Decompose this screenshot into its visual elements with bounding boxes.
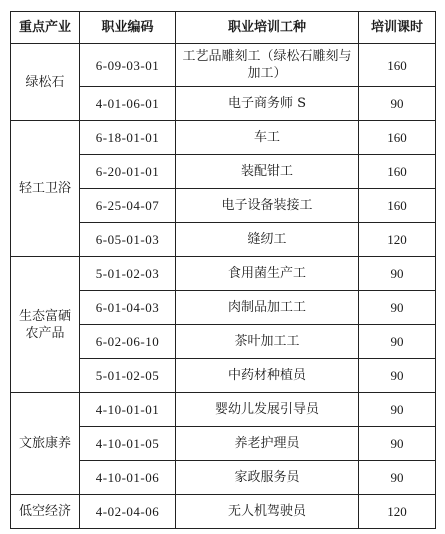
table-row [11,257,436,291]
occupation-cell: 茶叶加工工 [176,325,359,359]
hours-cell: 160 [359,155,436,189]
hours-cell: 120 [359,223,436,257]
code-cell: 6-25-04-07 [80,189,176,223]
occupation-cell: 家政服务员 [176,461,359,495]
code-cell: 5-01-02-05 [80,359,176,393]
code-cell: 4-01-06-01 [80,87,176,121]
hours-cell: 90 [359,87,436,121]
table-row [11,44,436,87]
occupation-cell: 食用菌生产工 [176,257,359,291]
code-cell: 6-05-01-03 [80,223,176,257]
industry-cell: 生态富硒农产品 [11,257,80,393]
occupation-cell: 车工 [176,121,359,155]
code-cell: 6-09-03-01 [80,44,176,87]
hours-cell: 160 [359,44,436,87]
table-row [11,393,436,427]
hours-cell: 90 [359,359,436,393]
header-industry: 重点产业 [11,12,80,44]
training-table [10,11,436,529]
code-cell: 6-18-01-01 [80,121,176,155]
hours-cell: 90 [359,427,436,461]
occupation-cell: 肉制品加工工 [176,291,359,325]
industry-cell: 轻工卫浴 [11,121,80,257]
hours-cell: 90 [359,461,436,495]
occupation-cell: 装配钳工 [176,155,359,189]
occupation-cell: 电子设备装接工 [176,189,359,223]
header-code: 职业编码 [80,12,176,44]
occupation-cell: 电子商务师 S [176,87,359,121]
code-cell: 6-02-06-10 [80,325,176,359]
occupation-cell: 养老护理员 [176,427,359,461]
occupation-cell: 中药材种植员 [176,359,359,393]
code-cell: 6-20-01-01 [80,155,176,189]
code-cell: 6-01-04-03 [80,291,176,325]
header-row [11,12,436,44]
hours-cell: 160 [359,121,436,155]
hours-cell: 90 [359,325,436,359]
code-cell: 4-10-01-01 [80,393,176,427]
hours-cell: 160 [359,189,436,223]
code-cell: 4-02-04-06 [80,495,176,529]
industry-cell: 文旅康养 [11,393,80,495]
code-cell: 4-10-01-05 [80,427,176,461]
industry-cell: 绿松石 [11,44,80,121]
hours-cell: 120 [359,495,436,529]
table-row [11,121,436,155]
hours-cell: 90 [359,291,436,325]
occupation-cell: 婴幼儿发展引导员 [176,393,359,427]
occupation-cell: 无人机驾驶员 [176,495,359,529]
occupation-cell: 工艺品雕刻工（绿松石雕刻与加工） [176,44,359,87]
hours-cell: 90 [359,257,436,291]
code-cell: 5-01-02-03 [80,257,176,291]
industry-cell: 低空经济 [11,495,80,529]
header-hours: 培训课时 [359,12,436,44]
table-body [11,44,436,529]
code-cell: 4-10-01-06 [80,461,176,495]
occupation-cell: 缝纫工 [176,223,359,257]
table-row [11,495,436,529]
hours-cell: 90 [359,393,436,427]
header-occupation: 职业培训工种 [176,12,359,44]
